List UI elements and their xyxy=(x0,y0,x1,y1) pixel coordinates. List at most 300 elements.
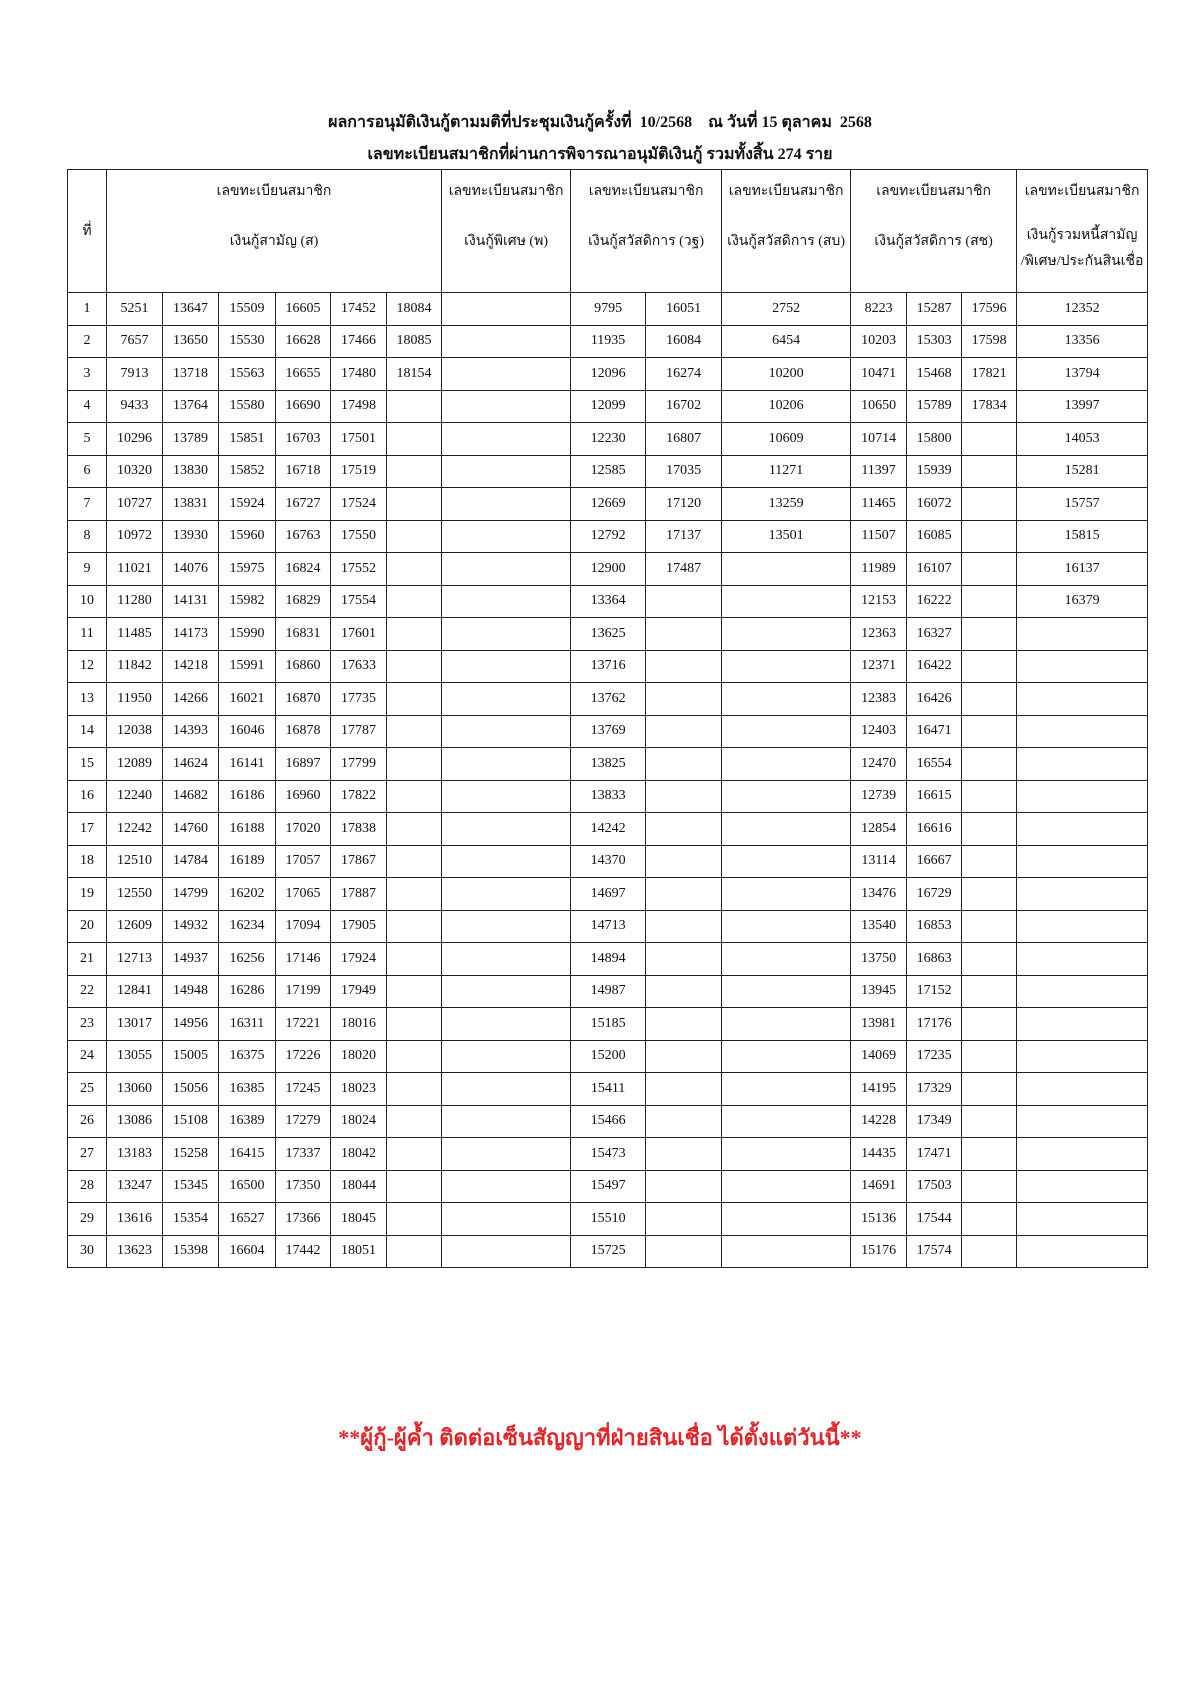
ordinary-loan-cell: 12550 xyxy=(107,878,163,911)
consolidation-loan-cell xyxy=(1017,845,1148,878)
table-row xyxy=(68,780,1148,813)
ordinary-loan-cell: 12038 xyxy=(107,715,163,748)
welfare-sc-cell: 15176 xyxy=(851,1235,907,1268)
ordinary-loan-cell: 17094 xyxy=(276,910,331,943)
consolidation-loan-cell xyxy=(1017,1105,1148,1138)
table-row xyxy=(68,520,1148,553)
row-number: 29 xyxy=(68,1203,107,1236)
row-number: 16 xyxy=(68,780,107,813)
welfare-sc-cell: 13945 xyxy=(851,975,907,1008)
ordinary-loan-cell xyxy=(387,1203,442,1236)
consolidation-loan-cell: 16379 xyxy=(1017,585,1148,618)
welfare-sc-cell: 16426 xyxy=(907,683,962,716)
ordinary-loan-cell: 13789 xyxy=(163,423,219,456)
header-consolidation-loan xyxy=(1017,170,1148,293)
row-number: 21 xyxy=(68,943,107,976)
welfare-sb-cell: 11271 xyxy=(722,455,851,488)
welfare-sc-cell xyxy=(962,488,1017,521)
row-number: 27 xyxy=(68,1138,107,1171)
ordinary-loan-cell xyxy=(387,488,442,521)
welfare-sc-cell: 14691 xyxy=(851,1170,907,1203)
welfare-wt-cell: 15473 xyxy=(571,1138,646,1171)
welfare-sc-cell: 12854 xyxy=(851,813,907,846)
row-number: 10 xyxy=(68,585,107,618)
ordinary-loan-cell: 14624 xyxy=(163,748,219,781)
footer-notice: **ผู้กู้-ผู้ค้ำ ติดต่อเซ็นสัญญาที่ฝ่ายสินเชื่อ ได้ตั้งแต่วันนี้** xyxy=(338,1425,862,1450)
ordinary-loan-cell: 17501 xyxy=(331,423,387,456)
welfare-wt-cell: 13364 xyxy=(571,585,646,618)
welfare-sc-cell xyxy=(962,845,1017,878)
welfare-sc-cell: 14435 xyxy=(851,1138,907,1171)
ordinary-loan-cell: 13764 xyxy=(163,390,219,423)
ordinary-loan-cell: 16824 xyxy=(276,553,331,586)
ordinary-loan-cell xyxy=(387,553,442,586)
ordinary-loan-cell xyxy=(387,1138,442,1171)
ordinary-loan-cell: 14948 xyxy=(163,975,219,1008)
welfare-sc-cell: 17574 xyxy=(907,1235,962,1268)
welfare-sc-cell: 17503 xyxy=(907,1170,962,1203)
ordinary-loan-cell: 16690 xyxy=(276,390,331,423)
header-loan-type: เงินกู้รวมหนี้สามัญ xyxy=(1026,228,1138,243)
special-loan-cell xyxy=(442,1073,571,1106)
ordinary-loan-cell xyxy=(387,1105,442,1138)
row-number: 24 xyxy=(68,1040,107,1073)
ordinary-loan-cell: 17887 xyxy=(331,878,387,911)
welfare-sb-cell xyxy=(722,878,851,911)
special-loan-cell xyxy=(442,1138,571,1171)
ordinary-loan-cell: 15354 xyxy=(163,1203,219,1236)
welfare-sb-cell xyxy=(722,943,851,976)
header-loan-type: เงินกู้สามัญ (ส) xyxy=(229,234,319,249)
table-row xyxy=(68,1105,1148,1138)
welfare-wt-cell: 16274 xyxy=(646,358,722,391)
welfare-sc-cell: 10650 xyxy=(851,390,907,423)
special-loan-cell xyxy=(442,1105,571,1138)
welfare-sc-cell: 10203 xyxy=(851,325,907,358)
row-number: 1 xyxy=(68,293,107,326)
ordinary-loan-cell: 15852 xyxy=(219,455,276,488)
welfare-wt-cell xyxy=(646,1105,722,1138)
header-welfare-sc-loan xyxy=(851,170,1017,293)
ordinary-loan-cell: 16655 xyxy=(276,358,331,391)
welfare-sc-cell: 12470 xyxy=(851,748,907,781)
ordinary-loan-cell: 16628 xyxy=(276,325,331,358)
welfare-sc-cell: 13476 xyxy=(851,878,907,911)
ordinary-loan-cell: 18085 xyxy=(387,325,442,358)
table-row xyxy=(68,293,1148,326)
ordinary-loan-cell xyxy=(387,975,442,1008)
ordinary-loan-cell xyxy=(387,878,442,911)
row-number: 7 xyxy=(68,488,107,521)
welfare-sc-cell: 17471 xyxy=(907,1138,962,1171)
row-number: 8 xyxy=(68,520,107,553)
welfare-sc-cell xyxy=(962,780,1017,813)
welfare-sb-cell: 2752 xyxy=(722,293,851,326)
special-loan-cell xyxy=(442,618,571,651)
ordinary-loan-cell: 16703 xyxy=(276,423,331,456)
welfare-sc-cell xyxy=(962,1235,1017,1268)
ordinary-loan-cell: 13623 xyxy=(107,1235,163,1268)
page-subtitle: เลขทะเบียนสมาชิกที่ผ่านการพิจารณาอนุมัติเงินกู้ รวมทั้งสิ้น 274 ราย xyxy=(367,146,833,163)
header-label: เลขทะเบียนสมาชิก xyxy=(728,184,844,199)
welfare-sc-cell: 16667 xyxy=(907,845,962,878)
ordinary-loan-cell xyxy=(387,943,442,976)
ordinary-loan-cell: 16527 xyxy=(219,1203,276,1236)
welfare-sc-cell xyxy=(962,748,1017,781)
welfare-sc-cell xyxy=(962,943,1017,976)
welfare-sb-cell xyxy=(722,553,851,586)
ordinary-loan-cell: 17838 xyxy=(331,813,387,846)
table-row xyxy=(68,358,1148,391)
special-loan-cell xyxy=(442,845,571,878)
ordinary-loan-cell: 16189 xyxy=(219,845,276,878)
welfare-sc-cell: 16863 xyxy=(907,943,962,976)
ordinary-loan-cell: 16256 xyxy=(219,943,276,976)
special-loan-cell xyxy=(442,1040,571,1073)
ordinary-loan-cell: 13831 xyxy=(163,488,219,521)
welfare-sc-cell: 15136 xyxy=(851,1203,907,1236)
welfare-wt-cell xyxy=(646,1040,722,1073)
special-loan-cell xyxy=(442,423,571,456)
welfare-sc-cell: 12371 xyxy=(851,650,907,683)
header-label: เลขทะเบียนสมาชิก xyxy=(1024,184,1140,199)
welfare-wt-cell xyxy=(646,975,722,1008)
welfare-sb-cell xyxy=(722,1138,851,1171)
ordinary-loan-cell: 14173 xyxy=(163,618,219,651)
ordinary-loan-cell: 10727 xyxy=(107,488,163,521)
special-loan-cell xyxy=(442,553,571,586)
row-number: 14 xyxy=(68,715,107,748)
ordinary-loan-cell: 15345 xyxy=(163,1170,219,1203)
welfare-wt-cell xyxy=(646,780,722,813)
table-row xyxy=(68,748,1148,781)
ordinary-loan-cell: 15960 xyxy=(219,520,276,553)
welfare-wt-cell: 15510 xyxy=(571,1203,646,1236)
welfare-sc-cell xyxy=(962,1138,1017,1171)
ordinary-loan-cell: 17601 xyxy=(331,618,387,651)
consolidation-loan-cell xyxy=(1017,1235,1148,1268)
welfare-sc-cell: 16072 xyxy=(907,488,962,521)
consolidation-loan-cell xyxy=(1017,878,1148,911)
ordinary-loan-cell: 12609 xyxy=(107,910,163,943)
consolidation-loan-cell xyxy=(1017,618,1148,651)
welfare-wt-cell xyxy=(646,1073,722,1106)
ordinary-loan-cell: 16046 xyxy=(219,715,276,748)
row-number: 20 xyxy=(68,910,107,943)
ordinary-loan-cell: 16718 xyxy=(276,455,331,488)
welfare-sc-cell xyxy=(962,1008,1017,1041)
welfare-sc-cell: 17329 xyxy=(907,1073,962,1106)
welfare-sc-cell: 15287 xyxy=(907,293,962,326)
welfare-sc-cell: 13114 xyxy=(851,845,907,878)
welfare-sb-cell: 10200 xyxy=(722,358,851,391)
header-label: เลขทะเบียนสมาชิก xyxy=(876,184,991,199)
consolidation-loan-cell xyxy=(1017,975,1148,1008)
welfare-wt-cell: 15466 xyxy=(571,1105,646,1138)
ordinary-loan-cell xyxy=(387,683,442,716)
ordinary-loan-cell: 16389 xyxy=(219,1105,276,1138)
ordinary-loan-cell: 17226 xyxy=(276,1040,331,1073)
ordinary-loan-cell: 5251 xyxy=(107,293,163,326)
table-row xyxy=(68,878,1148,911)
ordinary-loan-cell: 15975 xyxy=(219,553,276,586)
ordinary-loan-cell: 14784 xyxy=(163,845,219,878)
ordinary-loan-cell: 16311 xyxy=(219,1008,276,1041)
ordinary-loan-cell: 18084 xyxy=(387,293,442,326)
welfare-sc-cell: 16615 xyxy=(907,780,962,813)
ordinary-loan-cell xyxy=(387,1235,442,1268)
welfare-wt-cell: 15185 xyxy=(571,1008,646,1041)
welfare-sb-cell xyxy=(722,748,851,781)
welfare-wt-cell xyxy=(646,585,722,618)
welfare-wt-cell xyxy=(646,715,722,748)
row-number: 6 xyxy=(68,455,107,488)
table-row xyxy=(68,1170,1148,1203)
ordinary-loan-cell: 15851 xyxy=(219,423,276,456)
ordinary-loan-cell: 7657 xyxy=(107,325,163,358)
welfare-wt-cell xyxy=(646,910,722,943)
welfare-sc-cell: 16554 xyxy=(907,748,962,781)
welfare-wt-cell xyxy=(646,1170,722,1203)
welfare-sc-cell: 17235 xyxy=(907,1040,962,1073)
row-number: 9 xyxy=(68,553,107,586)
welfare-sc-cell xyxy=(962,520,1017,553)
ordinary-loan-cell: 12510 xyxy=(107,845,163,878)
ordinary-loan-cell: 17799 xyxy=(331,748,387,781)
ordinary-loan-cell: 18016 xyxy=(331,1008,387,1041)
special-loan-cell xyxy=(442,650,571,683)
welfare-wt-cell: 11935 xyxy=(571,325,646,358)
welfare-wt-cell: 13825 xyxy=(571,748,646,781)
ordinary-loan-cell: 15258 xyxy=(163,1138,219,1171)
welfare-sc-cell xyxy=(962,553,1017,586)
welfare-wt-cell: 9795 xyxy=(571,293,646,326)
row-number: 2 xyxy=(68,325,107,358)
welfare-sc-cell: 17598 xyxy=(962,325,1017,358)
ordinary-loan-cell: 17554 xyxy=(331,585,387,618)
table-row xyxy=(68,1073,1148,1106)
consolidation-loan-cell xyxy=(1017,683,1148,716)
ordinary-loan-cell: 16202 xyxy=(219,878,276,911)
welfare-wt-cell: 14894 xyxy=(571,943,646,976)
welfare-wt-cell: 14697 xyxy=(571,878,646,911)
table-row xyxy=(68,715,1148,748)
welfare-sc-cell: 16616 xyxy=(907,813,962,846)
welfare-sb-cell xyxy=(722,910,851,943)
welfare-sb-cell xyxy=(722,1105,851,1138)
ordinary-loan-cell: 17735 xyxy=(331,683,387,716)
special-loan-cell xyxy=(442,520,571,553)
ordinary-loan-cell: 17524 xyxy=(331,488,387,521)
ordinary-loan-cell xyxy=(387,390,442,423)
ordinary-loan-cell: 15108 xyxy=(163,1105,219,1138)
welfare-sc-cell: 15789 xyxy=(907,390,962,423)
welfare-sb-cell xyxy=(722,845,851,878)
consolidation-loan-cell: 13356 xyxy=(1017,325,1148,358)
special-loan-cell xyxy=(442,683,571,716)
ordinary-loan-cell: 16021 xyxy=(219,683,276,716)
welfare-wt-cell: 17137 xyxy=(646,520,722,553)
welfare-sc-cell xyxy=(962,1073,1017,1106)
welfare-sc-cell: 16327 xyxy=(907,618,962,651)
approval-table xyxy=(67,169,1148,1268)
welfare-sc-cell xyxy=(962,683,1017,716)
ordinary-loan-cell: 16500 xyxy=(219,1170,276,1203)
special-loan-cell xyxy=(442,975,571,1008)
welfare-sc-cell: 13981 xyxy=(851,1008,907,1041)
welfare-wt-cell: 15200 xyxy=(571,1040,646,1073)
ordinary-loan-cell: 16829 xyxy=(276,585,331,618)
welfare-sc-cell xyxy=(962,910,1017,943)
special-loan-cell xyxy=(442,1203,571,1236)
row-number: 15 xyxy=(68,748,107,781)
consolidation-loan-cell: 13794 xyxy=(1017,358,1148,391)
special-loan-cell xyxy=(442,488,571,521)
welfare-sb-cell xyxy=(722,585,851,618)
ordinary-loan-cell: 17498 xyxy=(331,390,387,423)
ordinary-loan-cell: 17519 xyxy=(331,455,387,488)
welfare-wt-cell xyxy=(646,1008,722,1041)
ordinary-loan-cell: 17337 xyxy=(276,1138,331,1171)
consolidation-loan-cell: 15815 xyxy=(1017,520,1148,553)
ordinary-loan-cell: 16415 xyxy=(219,1138,276,1171)
ordinary-loan-cell: 18042 xyxy=(331,1138,387,1171)
welfare-wt-cell xyxy=(646,748,722,781)
table-row xyxy=(68,845,1148,878)
ordinary-loan-cell: 12841 xyxy=(107,975,163,1008)
ordinary-loan-cell: 17480 xyxy=(331,358,387,391)
welfare-wt-cell: 16702 xyxy=(646,390,722,423)
ordinary-loan-cell xyxy=(387,1008,442,1041)
ordinary-loan-cell: 16763 xyxy=(276,520,331,553)
ordinary-loan-cell: 17949 xyxy=(331,975,387,1008)
welfare-wt-cell: 14242 xyxy=(571,813,646,846)
ordinary-loan-cell xyxy=(387,845,442,878)
ordinary-loan-cell: 10320 xyxy=(107,455,163,488)
ordinary-loan-cell: 13017 xyxy=(107,1008,163,1041)
ordinary-loan-cell: 17221 xyxy=(276,1008,331,1041)
welfare-sc-cell: 16422 xyxy=(907,650,962,683)
header-loan-type-2: /พิเศษ/ประกันสินเชื่อ xyxy=(1020,254,1144,269)
header-label: เลขทะเบียนสมาชิก xyxy=(588,184,704,199)
row-number: 13 xyxy=(68,683,107,716)
special-loan-cell xyxy=(442,1170,571,1203)
header-loan-type: เงินกู้สวัสดิการ (วฐ) xyxy=(588,234,705,249)
welfare-wt-cell: 12792 xyxy=(571,520,646,553)
ordinary-loan-cell: 17787 xyxy=(331,715,387,748)
header-special-loan xyxy=(442,170,571,293)
ordinary-loan-cell xyxy=(387,1170,442,1203)
special-loan-cell xyxy=(442,780,571,813)
row-number: 5 xyxy=(68,423,107,456)
welfare-sc-cell xyxy=(962,1203,1017,1236)
welfare-sc-cell: 17152 xyxy=(907,975,962,1008)
header-label: เลขทะเบียนสมาชิก xyxy=(216,184,332,199)
ordinary-loan-cell: 13183 xyxy=(107,1138,163,1171)
ordinary-loan-cell: 14266 xyxy=(163,683,219,716)
ordinary-loan-cell: 16604 xyxy=(219,1235,276,1268)
ordinary-loan-cell: 17867 xyxy=(331,845,387,878)
welfare-wt-cell: 17120 xyxy=(646,488,722,521)
welfare-sc-cell: 15468 xyxy=(907,358,962,391)
ordinary-loan-cell: 14131 xyxy=(163,585,219,618)
welfare-sc-cell: 11397 xyxy=(851,455,907,488)
welfare-wt-cell: 12099 xyxy=(571,390,646,423)
special-loan-cell xyxy=(442,943,571,976)
welfare-sc-cell xyxy=(962,650,1017,683)
row-number: 26 xyxy=(68,1105,107,1138)
special-loan-cell xyxy=(442,715,571,748)
welfare-sc-cell: 11465 xyxy=(851,488,907,521)
ordinary-loan-cell: 12713 xyxy=(107,943,163,976)
ordinary-loan-cell: 12089 xyxy=(107,748,163,781)
table-row xyxy=(68,650,1148,683)
ordinary-loan-cell: 13647 xyxy=(163,293,219,326)
welfare-sb-cell xyxy=(722,1073,851,1106)
welfare-sc-cell: 11507 xyxy=(851,520,907,553)
welfare-wt-cell xyxy=(646,878,722,911)
ordinary-loan-cell: 16605 xyxy=(276,293,331,326)
ordinary-loan-cell: 18044 xyxy=(331,1170,387,1203)
special-loan-cell xyxy=(442,813,571,846)
ordinary-loan-cell: 13930 xyxy=(163,520,219,553)
row-number: 18 xyxy=(68,845,107,878)
table-row xyxy=(68,390,1148,423)
welfare-wt-cell: 16807 xyxy=(646,423,722,456)
ordinary-loan-cell: 17199 xyxy=(276,975,331,1008)
consolidation-loan-cell xyxy=(1017,943,1148,976)
ordinary-loan-cell: 16960 xyxy=(276,780,331,813)
welfare-sb-cell xyxy=(722,650,851,683)
special-loan-cell xyxy=(442,293,571,326)
ordinary-loan-cell: 17065 xyxy=(276,878,331,911)
header-loan-type: เงินกู้พิเศษ (พ) xyxy=(464,234,548,249)
header-label: เลขทะเบียนสมาชิก xyxy=(448,184,564,199)
ordinary-loan-cell: 7913 xyxy=(107,358,163,391)
row-number: 30 xyxy=(68,1235,107,1268)
welfare-sc-cell: 17821 xyxy=(962,358,1017,391)
ordinary-loan-cell xyxy=(387,585,442,618)
table-row xyxy=(68,943,1148,976)
table-row xyxy=(68,618,1148,651)
welfare-sc-cell xyxy=(962,1170,1017,1203)
welfare-sc-cell xyxy=(962,715,1017,748)
welfare-sb-cell xyxy=(722,1203,851,1236)
row-number: 4 xyxy=(68,390,107,423)
ordinary-loan-cell: 16286 xyxy=(219,975,276,1008)
welfare-sb-cell: 10609 xyxy=(722,423,851,456)
table-row xyxy=(68,1008,1148,1041)
welfare-wt-cell xyxy=(646,1203,722,1236)
welfare-wt-cell: 13833 xyxy=(571,780,646,813)
ordinary-loan-cell: 15580 xyxy=(219,390,276,423)
consolidation-loan-cell: 15757 xyxy=(1017,488,1148,521)
ordinary-loan-cell: 14956 xyxy=(163,1008,219,1041)
ordinary-loan-cell: 14799 xyxy=(163,878,219,911)
table-row xyxy=(68,813,1148,846)
ordinary-loan-cell: 16831 xyxy=(276,618,331,651)
header-welfare-sb-loan xyxy=(722,170,851,293)
ordinary-loan-cell: 18024 xyxy=(331,1105,387,1138)
special-loan-cell xyxy=(442,358,571,391)
special-loan-cell xyxy=(442,455,571,488)
ordinary-loan-cell: 13830 xyxy=(163,455,219,488)
welfare-wt-cell: 12900 xyxy=(571,553,646,586)
ordinary-loan-cell: 13247 xyxy=(107,1170,163,1203)
welfare-sc-cell: 17834 xyxy=(962,390,1017,423)
ordinary-loan-cell: 17442 xyxy=(276,1235,331,1268)
welfare-sc-cell: 10471 xyxy=(851,358,907,391)
